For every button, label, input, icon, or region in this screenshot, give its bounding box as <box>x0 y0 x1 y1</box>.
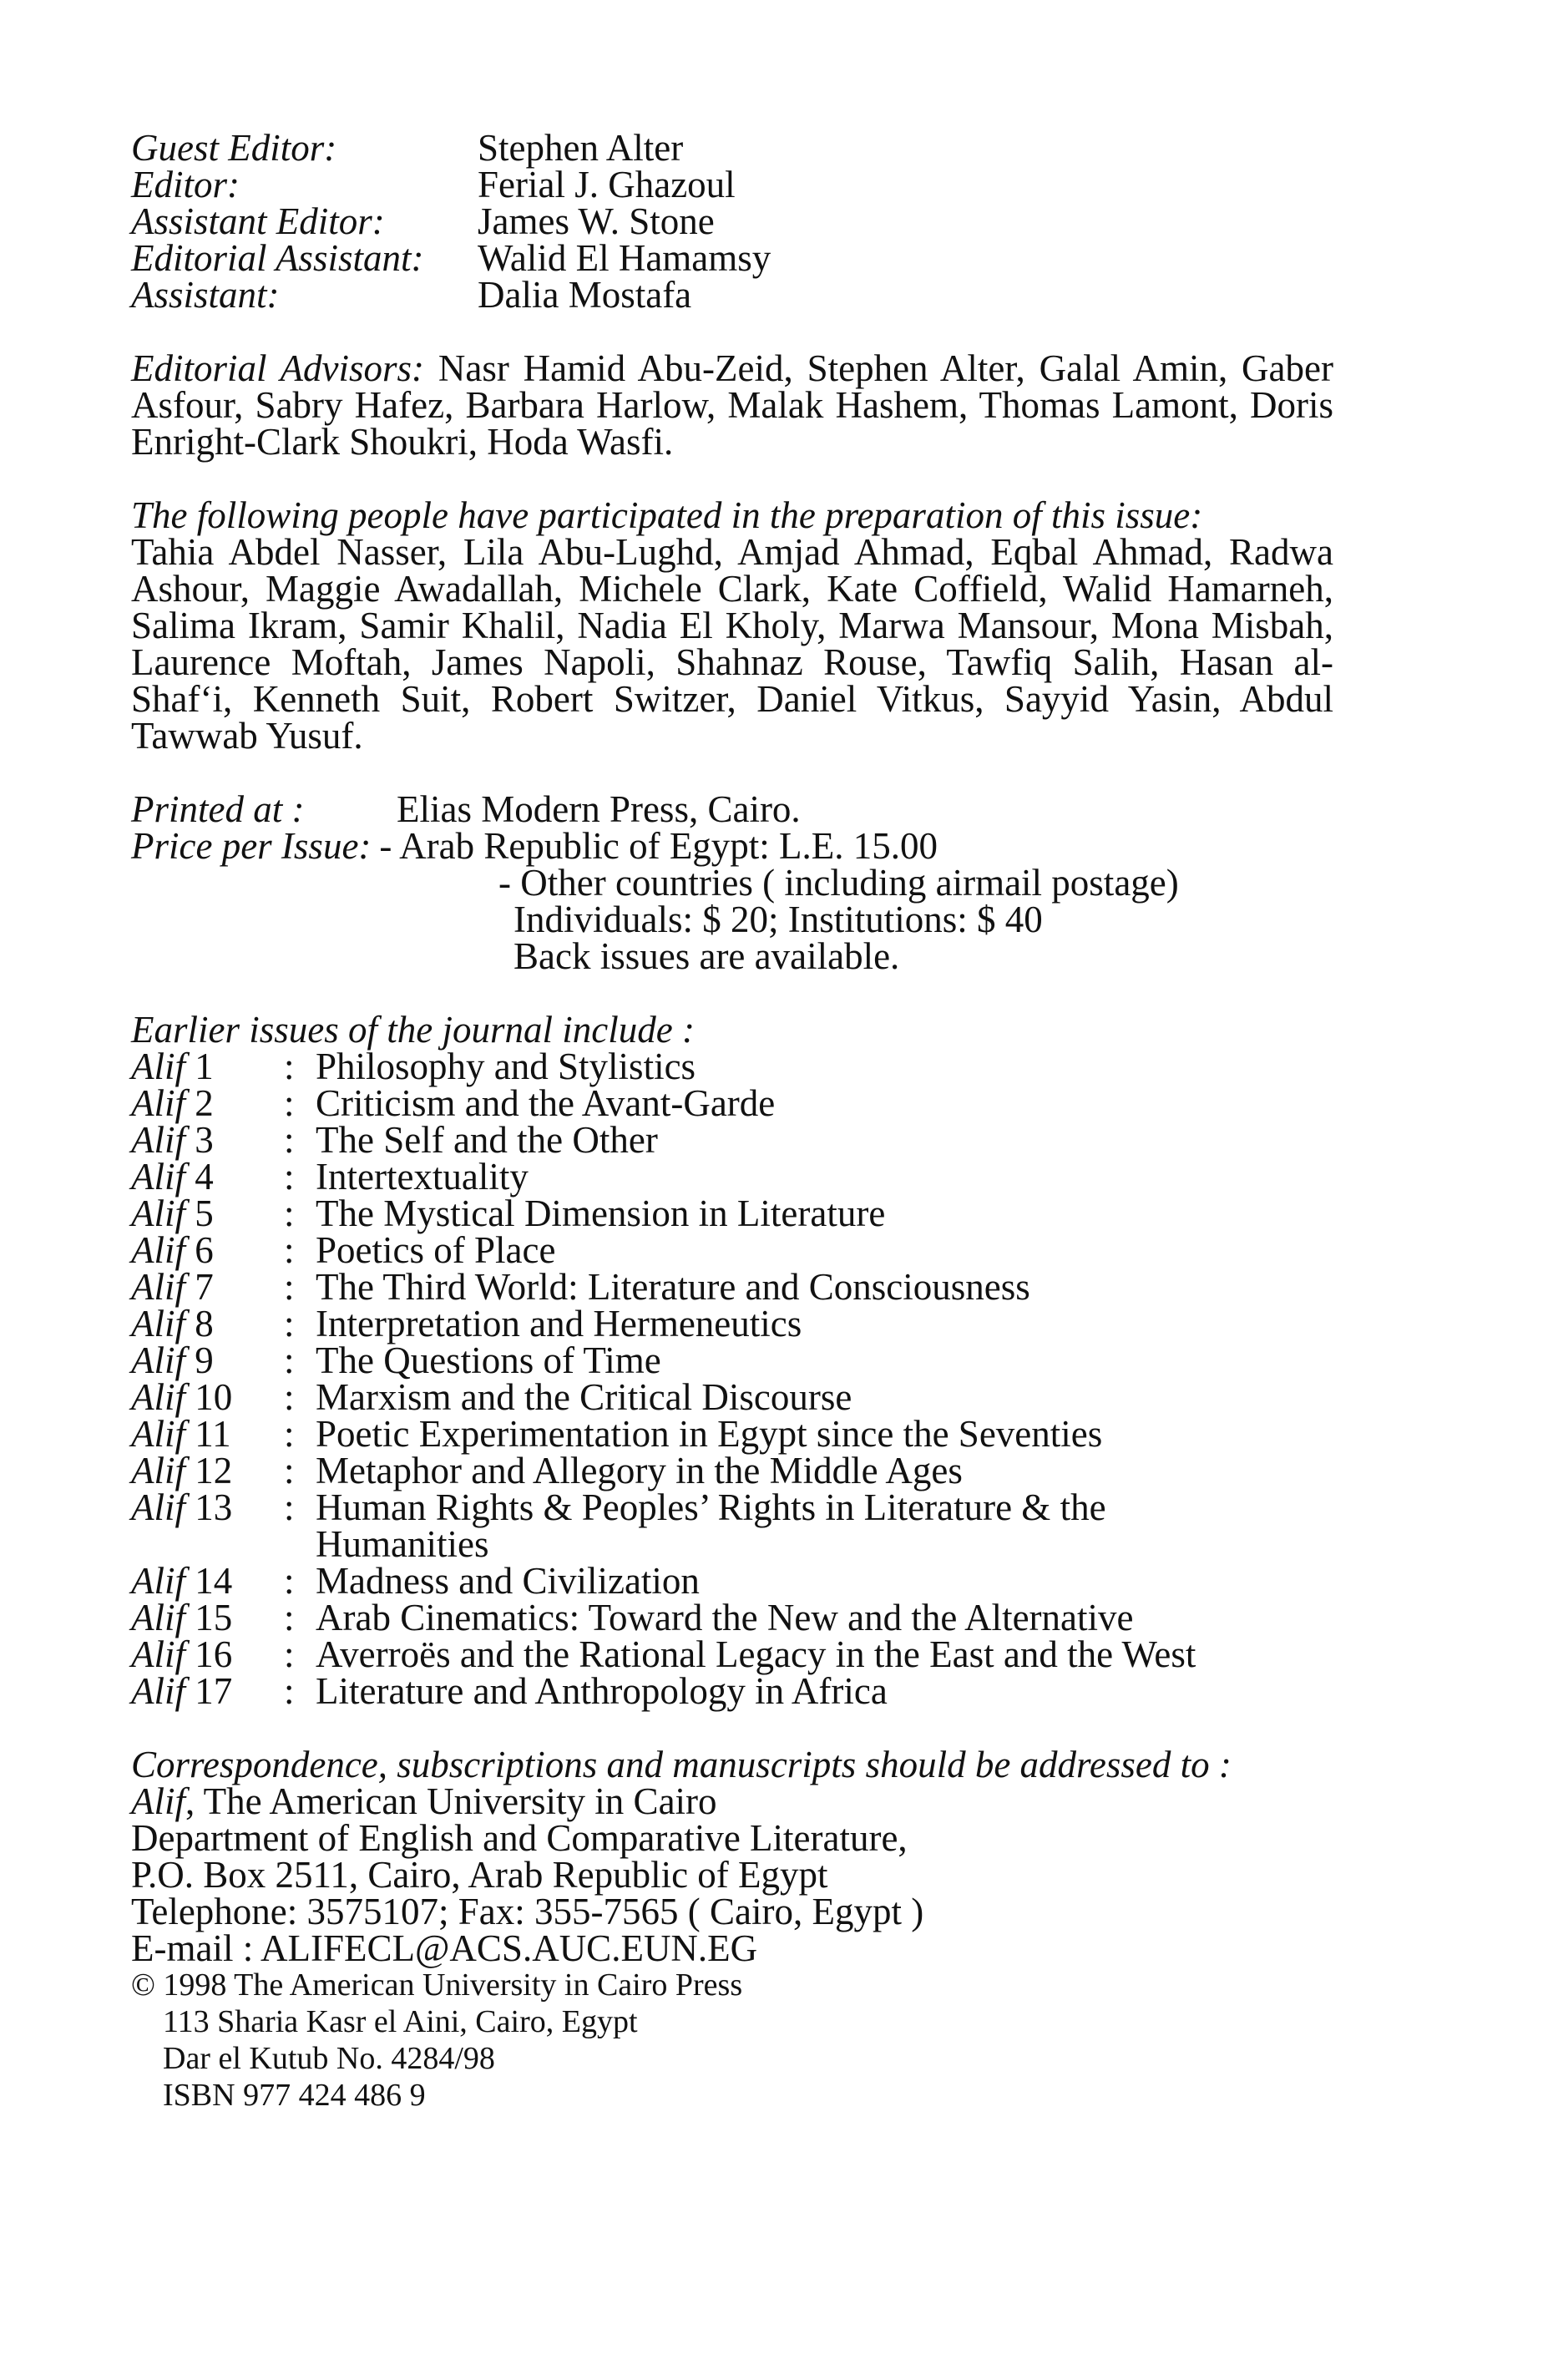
issue-colon: : <box>284 1486 295 1528</box>
issue-row <box>131 1670 1333 1712</box>
issue-colon: : <box>284 1266 295 1308</box>
printed-at-label: Printed at : <box>131 788 305 830</box>
issue-colon: : <box>284 1156 295 1198</box>
publisher-section <box>131 1967 1333 2114</box>
staff-row <box>131 127 1333 169</box>
issue-title: Human Rights & Peoples’ Rights in Literature & the Humanities <box>316 1486 1106 1565</box>
issue-title: Poetic Experimentation in Egypt since the Seventies <box>316 1413 1103 1455</box>
alif-title: Alif <box>131 1193 185 1234</box>
advisors-label: Editorial Advisors: <box>131 347 425 389</box>
printed-at-value: Elias Modern Press, Cairo. <box>397 788 801 830</box>
issue-num: 4 <box>195 1156 214 1198</box>
staff-row <box>131 237 1333 279</box>
issue-number <box>131 1195 284 1232</box>
issue-title: Marxism and the Critical Discourse <box>316 1376 852 1418</box>
issue-num: 7 <box>195 1266 214 1308</box>
alif-title: Alif <box>131 1082 185 1124</box>
issue-number <box>131 1633 284 1675</box>
issue-title: Arab Cinematics: Toward the New and the Alternative <box>316 1597 1134 1638</box>
issue-number <box>131 1339 284 1381</box>
issue-colon: : <box>284 1670 295 1712</box>
issue-row <box>131 1486 1333 1565</box>
issue-colon: : <box>284 1413 295 1455</box>
issue-title: The Mystical Dimension in Literature <box>316 1193 886 1234</box>
issue-title: Literature and Anthropology in Africa <box>316 1670 888 1712</box>
issue-row <box>131 1560 1333 1602</box>
correspondence-institution: , The American University in Cairo <box>185 1780 717 1822</box>
issue-num: 5 <box>195 1193 214 1234</box>
issue-title: Poetics of Place <box>316 1229 556 1271</box>
alif-title: Alif <box>131 1119 185 1161</box>
alif-title: Alif <box>131 1670 185 1712</box>
issue-row <box>131 1082 1333 1124</box>
issue-title: The Questions of Time <box>316 1339 661 1381</box>
issue-number <box>131 1670 284 1712</box>
issue-row <box>131 1266 1333 1308</box>
alif-title: Alif <box>131 1413 185 1455</box>
issue-number <box>131 1486 284 1562</box>
staff-row <box>131 166 1333 203</box>
issue-colon: : <box>284 1119 295 1161</box>
issue-num: 11 <box>195 1413 231 1455</box>
price-line: Individuals: $ 20; Institutions: $ 40 <box>513 899 1043 940</box>
issue-num: 15 <box>195 1597 233 1638</box>
issue-title: Intertextuality <box>316 1156 529 1198</box>
issue-colon: : <box>284 1229 295 1271</box>
issue-number <box>131 1048 284 1085</box>
earlier-issues-heading: Earlier issues of the journal include : <box>131 1009 695 1051</box>
correspondence-heading: Correspondence, subscriptions and manuscripts should be addressed to : <box>131 1744 1232 1785</box>
issue-title: Madness and Civilization <box>316 1560 700 1602</box>
participants-label: The following people have participated in the preparation of this issue: <box>131 494 1203 536</box>
staff-name: Walid El Hamamsy <box>478 237 771 279</box>
correspondence-line: Department of English and Comparative Literature, <box>131 1817 908 1859</box>
issue-number <box>131 1119 284 1161</box>
issue-number <box>131 1599 284 1636</box>
issue-colon: : <box>284 1633 295 1675</box>
staff-role: Editorial Assistant: <box>131 237 424 279</box>
participants-section <box>131 494 1333 757</box>
price-line: Back issues are available. <box>513 935 900 977</box>
staff-row <box>131 274 1333 316</box>
issue-row <box>131 1195 1333 1232</box>
issue-num: 17 <box>195 1670 233 1712</box>
correspondence-line: Telephone: 3575107; Fax: 355-7565 ( Cairo, Egypt ) <box>131 1891 924 1932</box>
price-label: Price per Issue: <box>131 825 372 867</box>
alif-title: Alif <box>131 1229 185 1271</box>
issue-number <box>131 1082 284 1124</box>
issue-row <box>131 1305 1333 1342</box>
earlier-issues <box>131 1009 1333 1712</box>
issue-num: 3 <box>195 1119 214 1161</box>
staff-name: Dalia Mostafa <box>478 274 692 316</box>
issue-colon: : <box>284 1376 295 1418</box>
issue-colon: : <box>284 1082 295 1124</box>
issue-number <box>131 1560 284 1602</box>
issue-num: 14 <box>195 1560 233 1602</box>
issue-number <box>131 1413 284 1455</box>
issue-colon: : <box>284 1339 295 1381</box>
alif-title: Alif <box>131 1450 185 1491</box>
issue-number <box>131 1229 284 1271</box>
alif-title: Alif <box>131 1046 185 1087</box>
staff-row <box>131 200 1333 242</box>
issue-title: Averroës and the Rational Legacy in the East and the West <box>316 1633 1196 1675</box>
price-row <box>131 825 1333 867</box>
issue-colon: : <box>284 1450 295 1491</box>
alif-title: Alif <box>131 1486 185 1528</box>
staff-role: Editor: <box>131 164 240 205</box>
issue-row <box>131 1599 1333 1636</box>
editorial-advisors <box>131 347 1333 463</box>
issue-row <box>131 1376 1333 1418</box>
issue-num: 2 <box>195 1082 214 1124</box>
issue-row <box>131 1452 1333 1489</box>
masthead-page <box>131 129 1333 2114</box>
printing-section <box>131 788 1333 977</box>
issue-num: 12 <box>195 1450 233 1491</box>
issue-number <box>131 1376 284 1418</box>
issue-number <box>131 1452 284 1489</box>
issue-num: 9 <box>195 1339 214 1381</box>
correspondence-email: E-mail : ALIFECL@ACS.AUC.EUN.EG <box>131 1927 758 1969</box>
correspondence-address-line <box>131 1780 1333 1822</box>
alif-title: Alif <box>131 1597 185 1638</box>
advisors-names: Nasr Hamid Abu-Zeid, Stephen Alter, Galal Amin, Gaber Asfour, Sabry Hafez, Barbara Harlow, Malak Hashem, Thomas Lamont, Doris Enright-Clark Shoukri, Hoda Wasfi. <box>131 347 1333 463</box>
participants-names: Tahia Abdel Nasser, Lila Abu-Lughd, Amjad Ahmad, Eqbal Ahmad, Radwa Ashour, Maggie Awadallah, Michele Clark, Kate Coffield, Walid Hamarneh, Salima Ikram, Samir Khalil, Nadia El Kholy, Marwa Mansour, Mona Misbah, Laurence Moftah, James Napoli, Shahnaz Rouse, Tawfiq Salih, Hasan al-Shaf‘i, Kenneth Suit, Robert Switzer, Daniel Vitkus, Sayyid Yasin, Abdul Tawwab Yusuf. <box>131 531 1333 757</box>
issue-number <box>131 1266 284 1308</box>
price-line: - Other countries ( including airmail postage) <box>498 862 1179 904</box>
issue-title: The Self and the Other <box>316 1119 658 1161</box>
alif-title: Alif <box>131 1560 185 1602</box>
correspondence-section <box>131 1746 1333 1967</box>
issue-title: Metaphor and Allegory in the Middle Ages <box>316 1450 963 1491</box>
alif-title: Alif <box>131 1156 185 1198</box>
issue-num: 6 <box>195 1229 214 1271</box>
isbn-line: ISBN 977 424 486 9 <box>163 2078 426 2113</box>
issue-title: Philosophy and Stylistics <box>316 1046 696 1087</box>
issue-colon: : <box>284 1597 295 1638</box>
issue-row <box>131 1633 1333 1675</box>
copyright-line: © 1998 The American University in Cairo Press <box>131 1967 743 2003</box>
issue-list <box>131 1046 1333 1712</box>
issue-title: Interpretation and Hermeneutics <box>316 1303 802 1344</box>
staff-role: Assistant Editor: <box>131 200 385 242</box>
issue-title: The Third World: Literature and Consciousness <box>316 1266 1030 1308</box>
price-lines <box>371 825 938 867</box>
issue-row <box>131 1339 1333 1381</box>
staff-name: Ferial J. Ghazoul <box>478 164 736 205</box>
correspondence-line: P.O. Box 2511, Cairo, Arab Republic of Egypt <box>131 1854 828 1896</box>
issue-num: 13 <box>195 1486 233 1528</box>
issue-num: 16 <box>195 1633 233 1675</box>
issue-row <box>131 1229 1333 1271</box>
issue-colon: : <box>284 1046 295 1087</box>
staff-role: Assistant: <box>131 274 280 316</box>
issue-colon: : <box>284 1193 295 1234</box>
staff-role: Guest Editor: <box>131 127 337 169</box>
issue-row <box>131 1119 1333 1161</box>
price-line: - Arab Republic of Egypt: L.E. 15.00 <box>379 825 938 867</box>
alif-title: Alif <box>131 1633 185 1675</box>
staff-name: Stephen Alter <box>478 127 684 169</box>
staff-name: James W. Stone <box>478 200 715 242</box>
issue-row <box>131 1156 1333 1198</box>
alif-title: Alif <box>131 1780 185 1822</box>
issue-colon: : <box>284 1560 295 1602</box>
issue-num: 10 <box>195 1376 233 1418</box>
issue-number <box>131 1305 284 1342</box>
issue-row <box>131 1413 1333 1455</box>
issue-row <box>131 1048 1333 1085</box>
issue-num: 8 <box>195 1303 214 1344</box>
issue-num: 1 <box>195 1046 214 1087</box>
publisher-line: Dar el Kutub No. 4284/98 <box>163 2041 495 2076</box>
alif-title: Alif <box>131 1303 185 1344</box>
printed-at-row <box>131 788 1333 830</box>
alif-title: Alif <box>131 1266 185 1308</box>
alif-title: Alif <box>131 1339 185 1381</box>
alif-title: Alif <box>131 1376 185 1418</box>
publisher-line: 113 Sharia Kasr el Aini, Cairo, Egypt <box>163 2004 638 2039</box>
staff-list <box>131 127 1333 316</box>
issue-number <box>131 1156 284 1198</box>
issue-colon: : <box>284 1303 295 1344</box>
issue-title: Criticism and the Avant-Garde <box>316 1082 776 1124</box>
